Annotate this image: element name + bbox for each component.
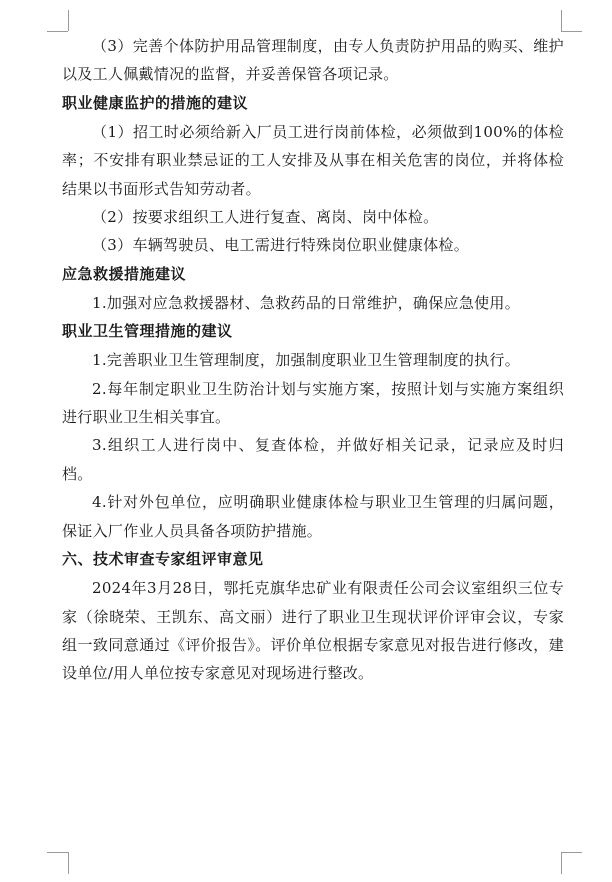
crop-mark-top-right-horizontal xyxy=(561,31,582,32)
paragraph-emergency-equipment: 1.加强对应急救援器材、急救药品的日常维护，确保应急使用。 xyxy=(92,293,521,312)
crop-mark-bottom-right xyxy=(561,852,562,874)
heading-emergency-rescue: 应急救援措施建议 xyxy=(62,264,187,283)
paragraph-pre-employment-exam: （1）招工时必须给新入厂员工进行岗前体检，必须做到100%的体检率；不安排有职业禁忌证的工人安排及从事在相关危害的岗位，并将体检结果以书面形式告知劳动者。 xyxy=(62,122,564,198)
heading-occupational-hygiene-management: 职业卫生管理措施的建议 xyxy=(62,322,233,341)
crop-mark-bottom-left-horizontal xyxy=(47,852,68,853)
heading-health-surveillance: 职业健康监护的措施的建议 xyxy=(62,93,249,112)
crop-mark-bottom-right-horizontal xyxy=(561,852,582,853)
crop-mark-top-left xyxy=(68,10,69,31)
paragraph-outsourced-units: 4.针对外包单位，应明确职业健康体检与职业卫生管理的归属问题，保证入厂作业人员具备各项防护措施。 xyxy=(62,493,564,540)
crop-mark-bottom-left xyxy=(68,852,69,874)
paragraph-expert-review-opinion: 2024年3月28日，鄂托克旗华忠矿业有限责任公司会议室组织三位专家（徐晓荣、王凯东、高文丽）进行了职业卫生现状评价评审会议，专家组一致同意通过《评价报告》。评价单位根据专家意见对报告进行修改，建设单位/用人单位按专家意见对现场进行整改。 xyxy=(62,579,564,683)
paragraph-ppe-management: （3）完善个体防护用品管理制度，由专人负责防护用品的购买、维护以及工人佩戴情况的监督，并妥善保管各项记录。 xyxy=(62,37,564,84)
document-body xyxy=(62,32,564,688)
paragraph-periodic-exam: （2）按要求组织工人进行复查、离岗、岗中体检。 xyxy=(92,208,439,227)
heading-expert-review: 六、技术审查专家组评审意见 xyxy=(62,550,264,569)
paragraph-exam-records: 3.组织工人进行岗中、复查体检，并做好相关记录，记录应及时归档。 xyxy=(62,436,564,483)
paragraph-annual-plan: 2.每年制定职业卫生防治计划与实施方案，按照计划与实施方案组织进行职业卫生相关事宜。 xyxy=(62,379,564,427)
paragraph-special-post-exam: （3）车辆驾驶员、电工需进行特殊岗位职业健康体检。 xyxy=(92,236,470,255)
crop-mark-top-right xyxy=(561,10,562,31)
paragraph-management-system: 1.完善职业卫生管理制度，加强制度职业卫生管理制度的执行。 xyxy=(92,351,521,370)
